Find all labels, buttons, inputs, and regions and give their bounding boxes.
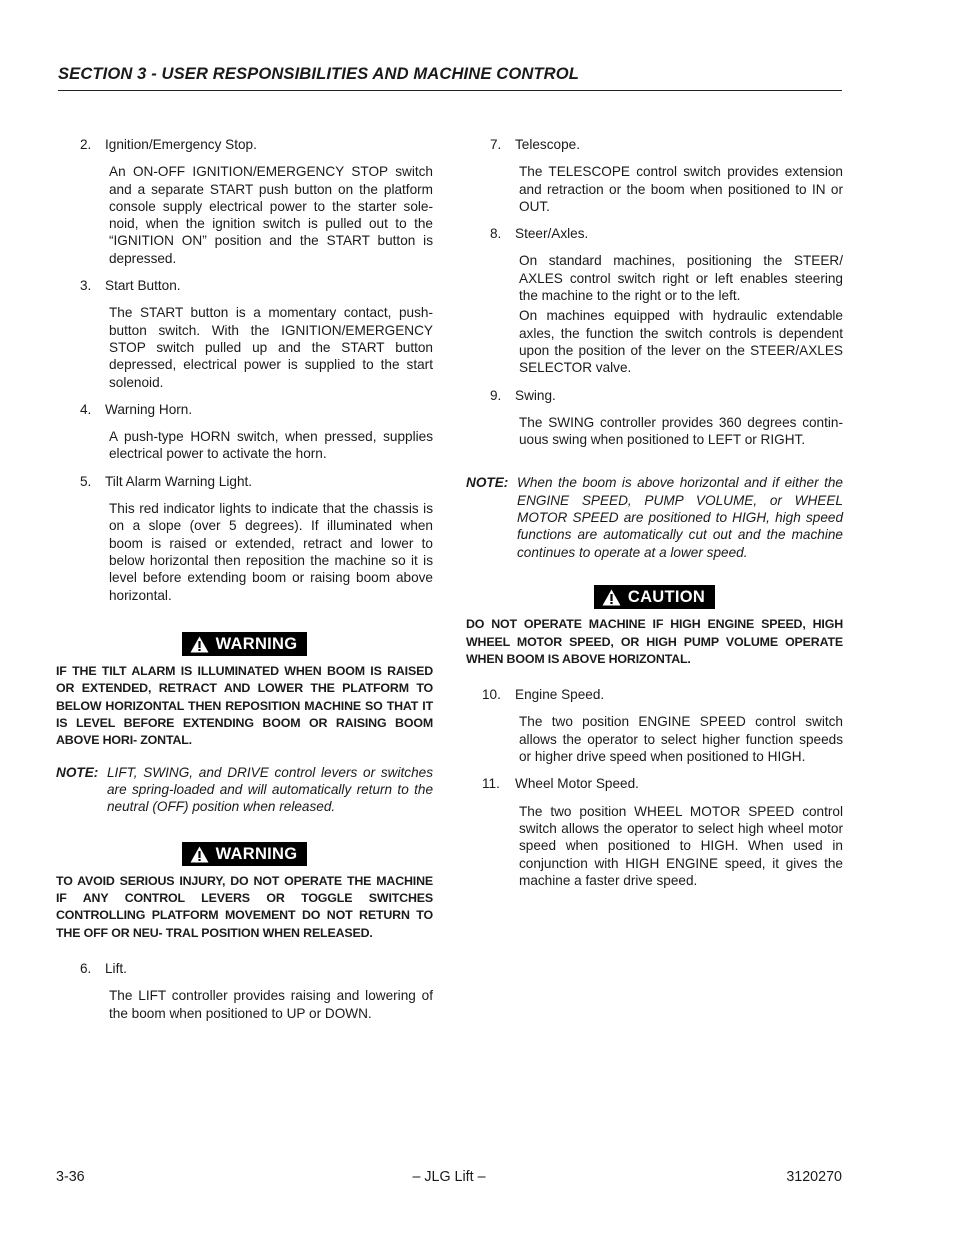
item-title: Tilt Alarm Warning Light.	[105, 473, 253, 489]
warning-label: WARNING	[215, 845, 298, 863]
warning-block	[56, 632, 433, 750]
list-item-heading	[56, 473, 433, 490]
list-item-heading	[56, 960, 433, 977]
item-title: Warning Horn.	[105, 401, 193, 417]
page-header	[58, 64, 842, 84]
page-footer	[56, 1169, 842, 1189]
list-item-heading	[56, 401, 433, 418]
item-body: The two position ENGINE SPEED control switch allows the operator to select higher function speeds or higher drive speed when positioned to HIGH.	[519, 714, 843, 765]
item-body: The SWING controller provides 360 degrees contin- uous swing when positioned to LEFT or RIGHT.	[519, 414, 843, 448]
warning-triangle-icon	[190, 636, 209, 653]
item-body: This red indicator lights to indicate that the chassis is on a slope (over 5 degrees). If illuminated when boom is raised or extended, retract and lower to below horizontal then reposition the machine so it is level before extending boom or raising boom above horizontal.	[109, 501, 433, 603]
item-title: Telescope.	[515, 137, 580, 152]
item-body: The TELESCOPE control switch provides extension and retraction or the boom when positioned to IN or OUT.	[519, 164, 843, 214]
item-title: Wheel Motor Speed.	[515, 776, 639, 792]
note-text: LIFT, SWING, and DRIVE control levers or switches are spring-loaded and will automatically return to the neutral (OFF) position when released.	[107, 764, 433, 815]
item-title: Steer/Axles.	[515, 226, 589, 242]
list-item-heading	[466, 387, 843, 404]
page-number: 3-36	[56, 1169, 85, 1185]
item-number: 9.	[490, 387, 502, 403]
item-number: 4.	[80, 401, 92, 417]
item-body: The LIFT controller provides raising and lowering of the boom when positioned to UP or DOWN.	[109, 988, 433, 1021]
item-title: Swing.	[515, 387, 556, 403]
warning-text: IF THE TILT ALARM IS ILLUMINATED WHEN BOOM IS RAISED OR EXTENDED, RETRACT AND LOWER THE PLATFORM TO BELOW HORIZONTAL THEN REPOSITION MACHINE SO THAT IT IS LEVEL BEFORE EXTENDING BOOM OR RAISING BOOM ABOVE HORI- ZONTAL.	[56, 664, 433, 748]
item-body: The START button is a momentary contact, push- button switch. With the IGNITION/EMERGENCY STOP switch pulled up and the START button depressed, electrical power is supplied to the start solenoid.	[109, 305, 433, 390]
note-label: NOTE:	[56, 764, 99, 780]
warning-block	[56, 842, 433, 942]
note-block	[466, 474, 843, 560]
item-number: 7.	[490, 137, 502, 152]
item-body: An ON-OFF IGNITION/EMERGENCY STOP switch and a separate START push button on the platform console supply electrical power to the starter sole- noid, when the ignition switch is pulled out to the “IGNITION ON” position and the START button is depressed.	[109, 164, 433, 266]
item-body: On machines equipped with hydraulic extendable axles, the function the switch controls is dependent upon the position of the lever on the STEER/AXLES SELECTOR valve.	[519, 308, 843, 376]
item-title: Start Button.	[105, 278, 181, 294]
note-label: NOTE:	[466, 475, 509, 491]
warning-text: TO AVOID SERIOUS INJURY, DO NOT OPERATE THE MACHINE IF ANY CONTROL LEVERS OR TOGGLE SWITCHES CONTROLLING PLATFORM MOVEMENT DO NOT RETURN TO THE OFF OR NEU- TRAL POSITION WHEN RELEASED.	[56, 873, 433, 940]
warning-triangle-icon	[602, 589, 621, 606]
caution-block	[466, 585, 843, 668]
item-body: The two position WHEEL MOTOR SPEED control switch allows the operator to select high wheel motor speed when positioned to HIGH. When used in conjunction with HIGH ENGINE speed, it gives the machine a faster drive speed.	[519, 803, 843, 888]
caution-badge	[594, 585, 715, 609]
list-item-heading	[466, 136, 843, 153]
item-number: 10.	[482, 687, 501, 703]
warning-badge	[182, 632, 308, 656]
header-rule	[58, 90, 842, 91]
item-title: Lift.	[105, 960, 127, 976]
list-item-heading	[56, 136, 433, 153]
footer-publisher: – JLG Lift –	[412, 1169, 486, 1185]
item-title: Engine Speed.	[515, 687, 605, 703]
list-item-heading	[466, 775, 843, 792]
section-title: SECTION 3 - USER RESPONSIBILITIES AND MACHINE CONTROL	[58, 64, 579, 83]
document-number: 3120270	[786, 1169, 842, 1185]
item-number: 8.	[490, 226, 502, 242]
warning-triangle-icon	[190, 846, 209, 863]
list-item-heading	[466, 686, 843, 703]
item-body: On standard machines, positioning the STEER/ AXLES control switch right or left enables steering the machine to the right or to the left.	[519, 253, 843, 304]
list-item-heading	[466, 225, 843, 242]
list-item-heading	[56, 277, 433, 294]
warning-label: WARNING	[215, 635, 298, 654]
note-block	[56, 764, 433, 816]
item-number: 6.	[80, 960, 92, 976]
item-title: Ignition/Emergency Stop.	[105, 137, 257, 152]
caution-text: DO NOT OPERATE MACHINE IF HIGH ENGINE SPEED, HIGH WHEEL MOTOR SPEED, OR HIGH PUMP VOLUME OPERATE WHEN BOOM IS ABOVE HORIZONTAL.	[466, 617, 843, 666]
note-text: When the boom is above horizontal and if either the ENGINE SPEED, PUMP VOLUME, or WHEEL MOTOR SPEED are positioned to HIGH, high speed functions are automatically cut out and the machine continues to operate at a lower speed.	[517, 475, 843, 560]
warning-badge	[182, 842, 308, 866]
item-body: A push-type HORN switch, when pressed, supplies electrical power to activate the horn.	[109, 429, 433, 462]
left-column	[56, 136, 433, 1032]
right-column	[466, 136, 843, 899]
item-number: 5.	[80, 473, 92, 489]
item-number: 2.	[80, 137, 92, 152]
item-number: 3.	[80, 278, 92, 294]
caution-label: CAUTION	[627, 588, 706, 607]
item-number: 11.	[482, 776, 500, 792]
